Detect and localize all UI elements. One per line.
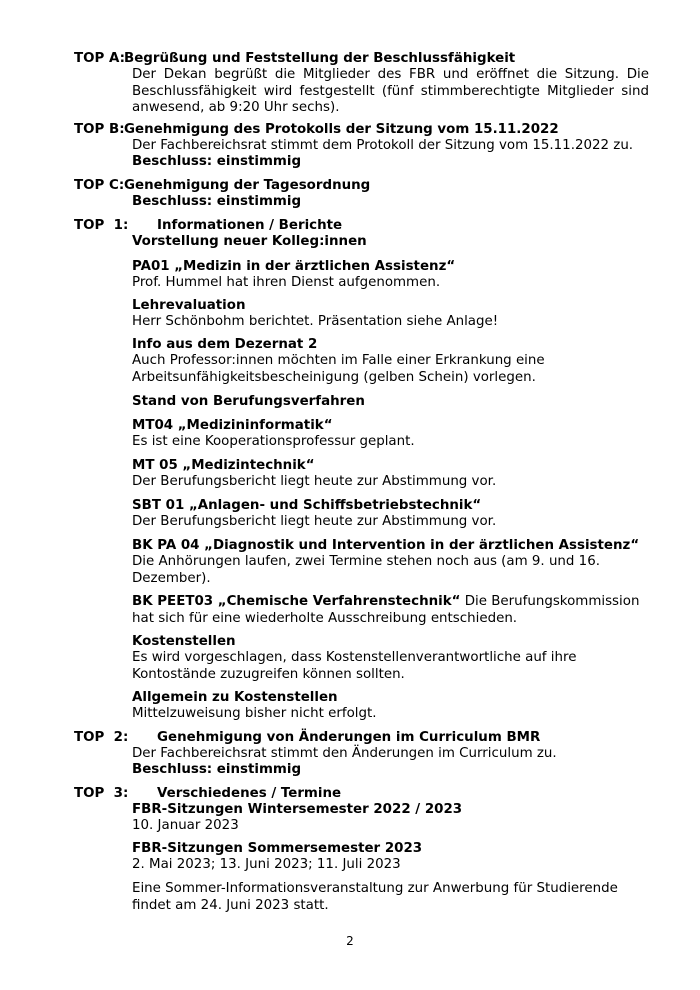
top-c-label: TOP C: bbox=[74, 178, 125, 193]
item-heading-bkpa04: BK PA 04 „Diagnostik und Intervention in der ärztlichen Assistenz“ bbox=[132, 538, 640, 553]
item-text-bkpa04: Die Anhörungen laufen, zwei Termine stehen noch aus (am 9. und 16. Dezember). bbox=[132, 554, 600, 586]
top-2-title: Genehmigung von Änderungen im Curriculum BMR bbox=[157, 730, 541, 745]
item-heading-pa01: PA01 „Medizin in der ärztlichen Assistenz“ bbox=[132, 259, 456, 274]
top-a-label: TOP A: bbox=[74, 51, 125, 66]
top-1-title: Informationen / Berichte bbox=[157, 218, 343, 233]
top-b-label: TOP B: bbox=[74, 122, 125, 137]
top-3-title: Verschiedenes / Termine bbox=[157, 786, 342, 801]
top-2-text: Der Fachbereichsrat stimmt den Änderungen im Curriculum zu. bbox=[132, 746, 557, 761]
item-heading-lehrevaluation: Lehrevaluation bbox=[132, 298, 246, 313]
summer-sessions-dates: 2. Mai 2023; 13. Juni 2023; 11. Juli 2023 bbox=[132, 857, 401, 872]
item-heading-allgemein-kostenstellen: Allgemein zu Kostenstellen bbox=[132, 690, 338, 705]
top-3-label: TOP 3: bbox=[74, 786, 129, 801]
top-c-title: Genehmigung der Tagesordnung bbox=[124, 178, 371, 193]
top-2-decision: Beschluss: einstimmig bbox=[132, 762, 302, 777]
item-heading-sbt01: SBT 01 „Anlagen- und Schiffsbetriebstechnik“ bbox=[132, 498, 482, 513]
item-text-mt05: Der Berufungsbericht liegt heute zur Abstimmung vor. bbox=[132, 474, 497, 489]
top-1-label: TOP 1: bbox=[74, 218, 129, 233]
top-b-title: Genehmigung des Protokolls der Sitzung vom 15.11.2022 bbox=[124, 122, 559, 137]
item-heading-kostenstellen: Kostenstellen bbox=[132, 634, 236, 649]
top-1-subtitle: Vorstellung neuer Kolleg:innen bbox=[132, 234, 367, 249]
item-heading-berufungsverfahren: Stand von Berufungsverfahren bbox=[132, 394, 365, 409]
item-heading-mt05: MT 05 „Medizintechnik“ bbox=[132, 458, 315, 473]
summer-sessions-heading: FBR-Sitzungen Sommersemester 2023 bbox=[132, 841, 423, 856]
top-b-text: Der Fachbereichsrat stimmt dem Protokoll der Sitzung vom 15.11.2022 zu. bbox=[132, 138, 634, 153]
top-2-label: TOP 2: bbox=[74, 730, 129, 745]
winter-sessions-dates: 10. Januar 2023 bbox=[132, 818, 239, 833]
top-a-title: Begrüßung und Feststellung der Beschlussfähigkeit bbox=[124, 51, 516, 66]
item-text-lehrevaluation: Herr Schönbohm berichtet. Präsentation siehe Anlage! bbox=[132, 314, 499, 329]
item-heading-dezernat: Info aus dem Dezernat 2 bbox=[132, 337, 318, 352]
item-heading-bkpeet03: BK PEET03 „Chemische Verfahrenstechnik“ bbox=[132, 594, 461, 609]
item-text-pa01: Prof. Hummel hat ihren Dienst aufgenommen. bbox=[132, 275, 441, 290]
top-a-text: Der Dekan begrüßt die Mitglieder des FBR und eröffnet die Sitzung. Die Beschlussfähigkeit wird festgestellt (fünf stimmberechtigte Mitglieder sind anwesend, ab 9:20 Uhr sechs). bbox=[132, 67, 649, 115]
item-text-mt04: Es ist eine Kooperationsprofessur geplant. bbox=[132, 434, 415, 449]
top-c-decision: Beschluss: einstimmig bbox=[132, 194, 302, 209]
item-bkpeet03 bbox=[132, 594, 649, 627]
winter-sessions-heading: FBR-Sitzungen Wintersemester 2022 / 2023 bbox=[132, 802, 463, 817]
page-number: 2 bbox=[346, 934, 354, 948]
item-heading-mt04: MT04 „Medizininformatik“ bbox=[132, 418, 333, 433]
info-event-note: Eine Sommer-Informationsveranstaltung zur Anwerbung für Studierende findet am 24. Juni 2023 statt. bbox=[132, 881, 618, 913]
item-text-kostenstellen: Es wird vorgeschlagen, dass Kostenstellenverantwortliche auf ihre Kontostände zuzugreifen können sollten. bbox=[132, 650, 577, 682]
item-text-allgemein-kostenstellen: Mittelzuweisung bisher nicht erfolgt. bbox=[132, 706, 377, 721]
item-text-sbt01: Der Berufungsbericht liegt heute zur Abstimmung vor. bbox=[132, 514, 497, 529]
top-b-decision: Beschluss: einstimmig bbox=[132, 154, 302, 169]
item-text-bkpeet03: Die Berufungskommission hat sich für eine wiederholte Ausschreibung entschieden. bbox=[132, 594, 640, 626]
item-text-dezernat: Auch Professor:innen möchten im Falle einer Erkrankung eine Arbeitsunfähigkeitsbescheinigung (gelben Schein) vorlegen. bbox=[132, 353, 545, 385]
